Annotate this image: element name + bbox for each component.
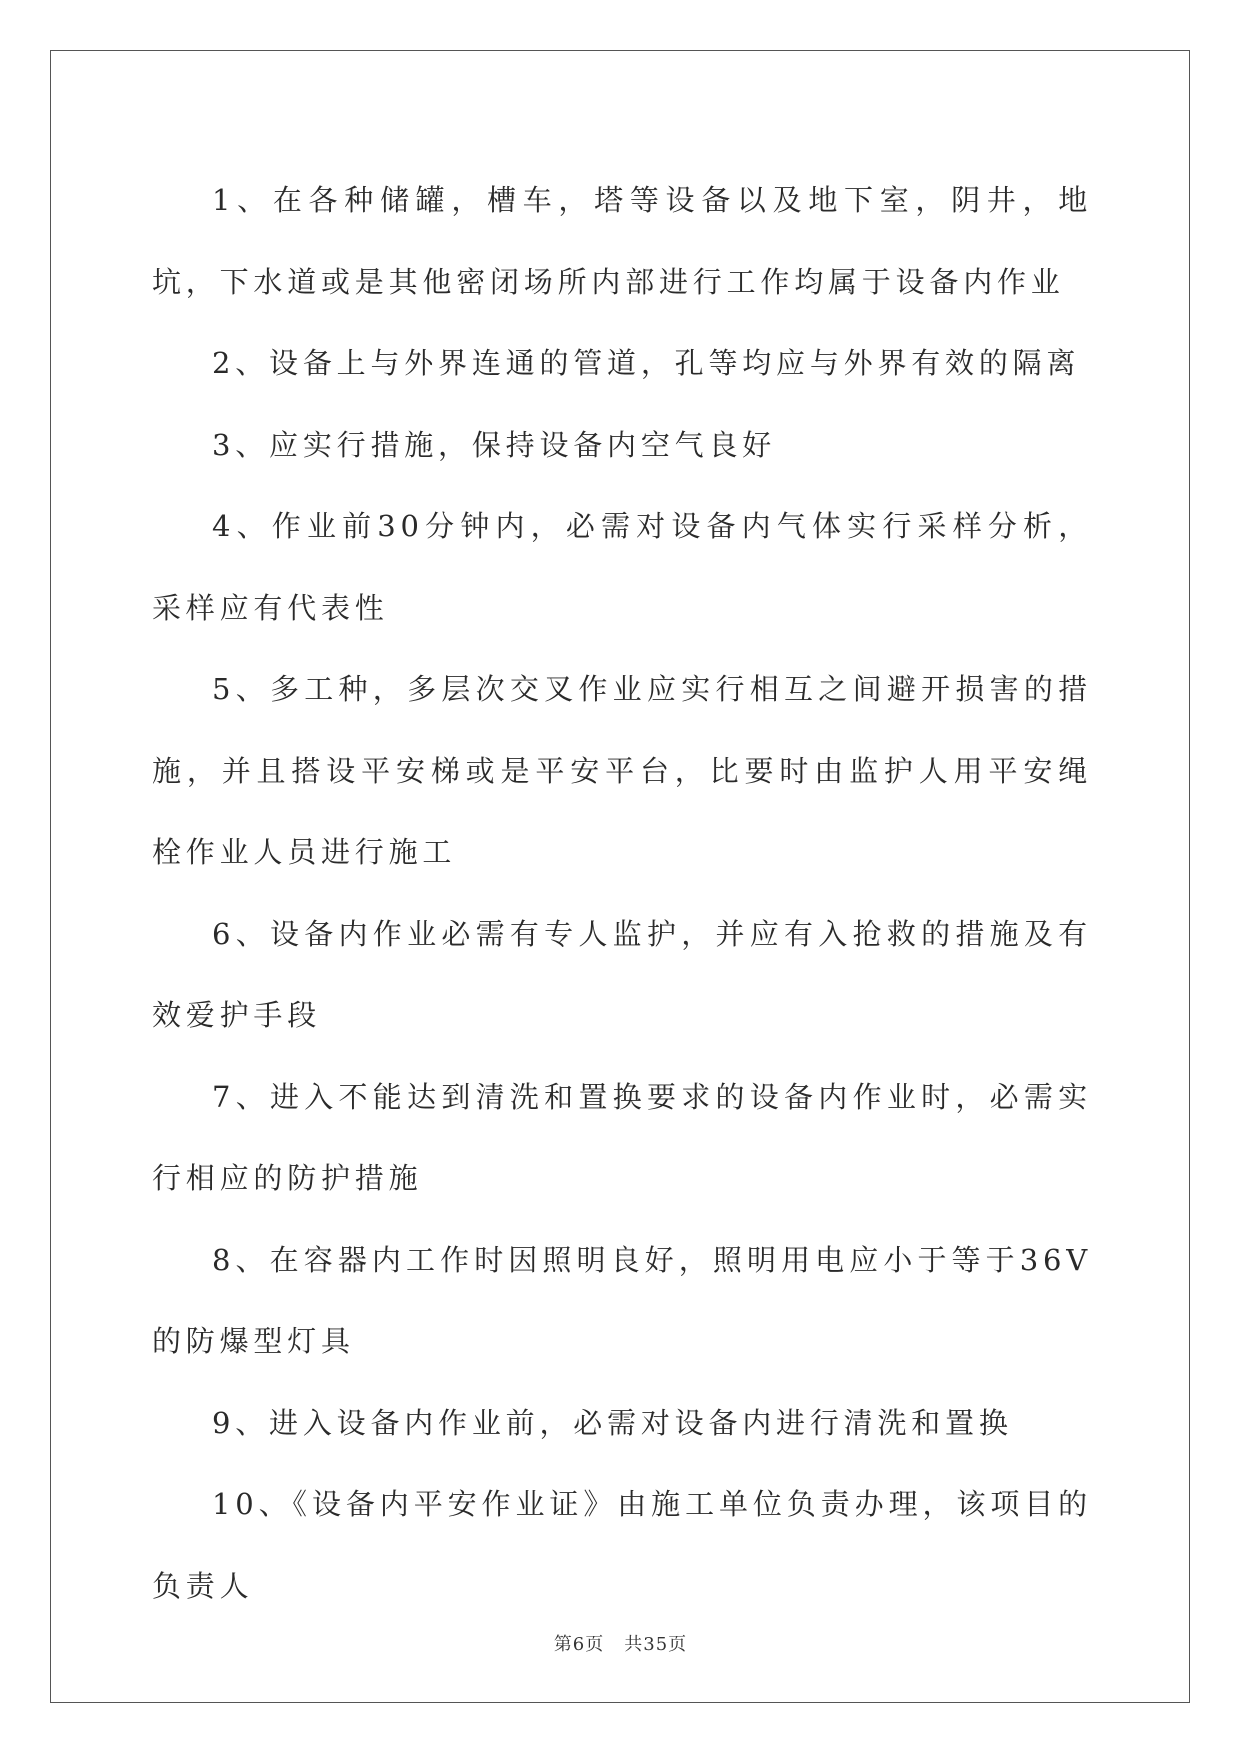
paragraph-8: 8、在容器内工作时因照明良好，照明用电应小于等于36V的防爆型灯具 bbox=[152, 1242, 1092, 1358]
document-body bbox=[152, 160, 1092, 1627]
paragraph-10: 10、《设备内平安作业证》由施工单位负责办理，该项目的负责人 bbox=[152, 1487, 1092, 1603]
total-pages: 共35页 bbox=[624, 1634, 688, 1655]
page-footer bbox=[0, 1630, 1241, 1656]
paragraph-7: 7、进入不能达到清洗和置换要求的设备内作业时，必需实行相应的防护措施 bbox=[152, 1079, 1092, 1195]
page-number: 第6页 bbox=[553, 1634, 605, 1655]
paragraph-5: 5、多工种，多层次交叉作业应实行相互之间避开损害的措施，并且搭设平安梯或是平安平台，比要时由监护人用平安绳栓作业人员进行施工 bbox=[152, 672, 1092, 869]
paragraph-2: 2、设备上与外界连通的管道，孔等均应与外界有效的隔离 bbox=[212, 346, 1081, 380]
paragraph-4: 4、作业前30分钟内，必需对设备内气体实行采样分析，采样应有代表性 bbox=[152, 509, 1092, 625]
paragraph-1: 1、在各种储罐，槽车，塔等设备以及地下室，阴井，地坑，下水道或是其他密闭场所内部进行工作均属于设备内作业 bbox=[152, 183, 1092, 299]
paragraph-6: 6、设备内作业必需有专人监护，并应有入抢救的措施及有效爱护手段 bbox=[152, 916, 1092, 1032]
paragraph-3: 3、应实行措施，保持设备内空气良好 bbox=[212, 427, 777, 462]
paragraph-9: 9、进入设备内作业前，必需对设备内进行清洗和置换 bbox=[212, 1405, 1013, 1440]
